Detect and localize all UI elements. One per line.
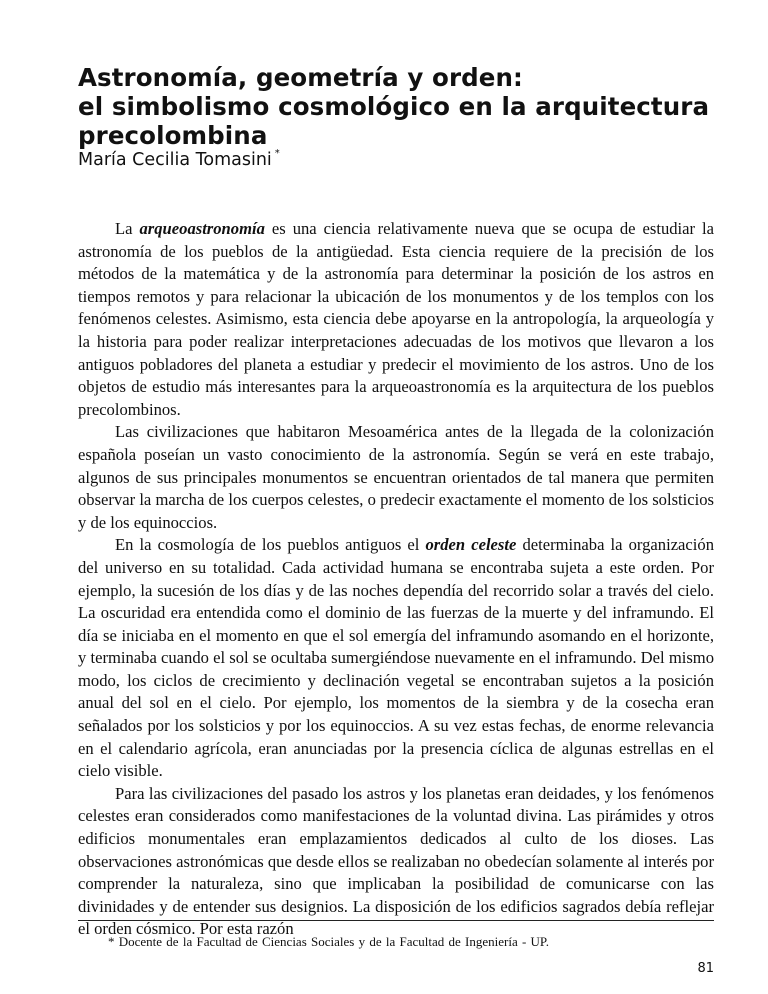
term-arqueoastronomia: arqueoastronomía — [139, 219, 265, 238]
footnote: * Docente de la Facultad de Ciencias Sociales y de la Facultad de Ingeniería - UP. — [108, 934, 549, 949]
author-name: María Cecilia Tomasini — [78, 150, 272, 170]
page-number: 81 — [697, 961, 714, 976]
paragraph-1-lead: La — [115, 219, 140, 238]
paragraph-3-text: determinaba la organización del universo en su totalidad. Cada actividad humana se encontraba sujeta a este orden. Por ejemplo, la sucesión de los días y de las noches dependía del recorrido solar a través del cielo. La oscuridad era entendida como el dominio de las fuerzas de la muerte y del inframundo. El día se iniciaba en el momento en que el sol emergía del inframundo asomando en el horizonte, y terminaba cuando el sol se ocultaba sumergiéndose nuevamente en el inframundo. Del mismo modo, los ciclos de crecimiento y declinación vegetal se encontraban sujetos a la posición anual del sol en el cielo. Por ejemplo, los momentos de la siembra y de la cosecha eran señalados por los solsticios y por los equinoccios. A su vez estas fechas, de enorme relevancia en el calendario agrícola, eran anunciadas por la presencia cíclica de algunas estrellas en el cielo visible. — [78, 535, 714, 781]
paragraph-3-lead: En la cosmología de los pueblos antiguos el — [115, 535, 426, 555]
title-line-1: Astronomía, geometría y orden: — [78, 63, 523, 92]
paragraph-1 — [78, 218, 714, 421]
article-title — [78, 63, 718, 150]
author-line — [78, 150, 280, 170]
term-orden-celeste: orden celeste — [425, 535, 517, 555]
title-line-2: el simbolismo cosmológico en la arquitectura — [78, 92, 710, 121]
footnote-divider — [78, 920, 714, 921]
paragraph-2: Las civilizaciones que habitaron Mesoamérica antes de la llegada de la colonización española poseían un vasto conocimiento de la astronomía. Según se verá en este trabajo, algunos de sus principales monumentos se encuentran orientados de tal manera que permiten observar la marcha de los cuerpos celestes, o predecir exactamente el momento de los solsticios y de los equinoccios. — [78, 422, 714, 532]
paragraph-4: Para las civilizaciones del pasado los astros y los planetas eran deidades, y los fenómenos celestes eran considerados como manifestaciones de la voluntad divina. Las pirámides y otros edificios monumentales eran emplazamientos dedicados al culto de los dioses. Las observaciones astronómicas que desde ellos se realizaban no obedecían solamente al interés por comprender la naturaleza, sino que implicaban la posibilidad de comunicarse con las divinidades y de entender sus designios. La disposición de los edificios sagrados debía reflejar el orden cósmico. Por esta razón — [78, 783, 714, 939]
title-line-3: precolombina — [78, 121, 268, 150]
article-body — [78, 218, 714, 941]
paragraph-3 — [78, 534, 714, 783]
footnote-marker: * — [274, 148, 280, 159]
paragraph-1-text: es una ciencia relativamente nueva que se ocupa de estudiar la astronomía de los pueblos de la antigüedad. Esta ciencia requiere de la precisión de los métodos de la matemática y de la astronomía para determinar la posición de los astros en tiempos remotos y para relacionar la ubicación de los monumentos y de los templos con los fenómenos celestes. Asimismo, esta ciencia debe apoyarse en la antropología, la arqueología y la historia para poder realizar interpretaciones adecuadas de los motivos que llevaron a los antiguos pobladores del planeta a estudiar y predecir el movimiento de los astros. Uno de los objetos de estudio más interesantes para la arqueoastronomía es la arquitectura de los pueblos precolombinos. — [78, 219, 715, 419]
